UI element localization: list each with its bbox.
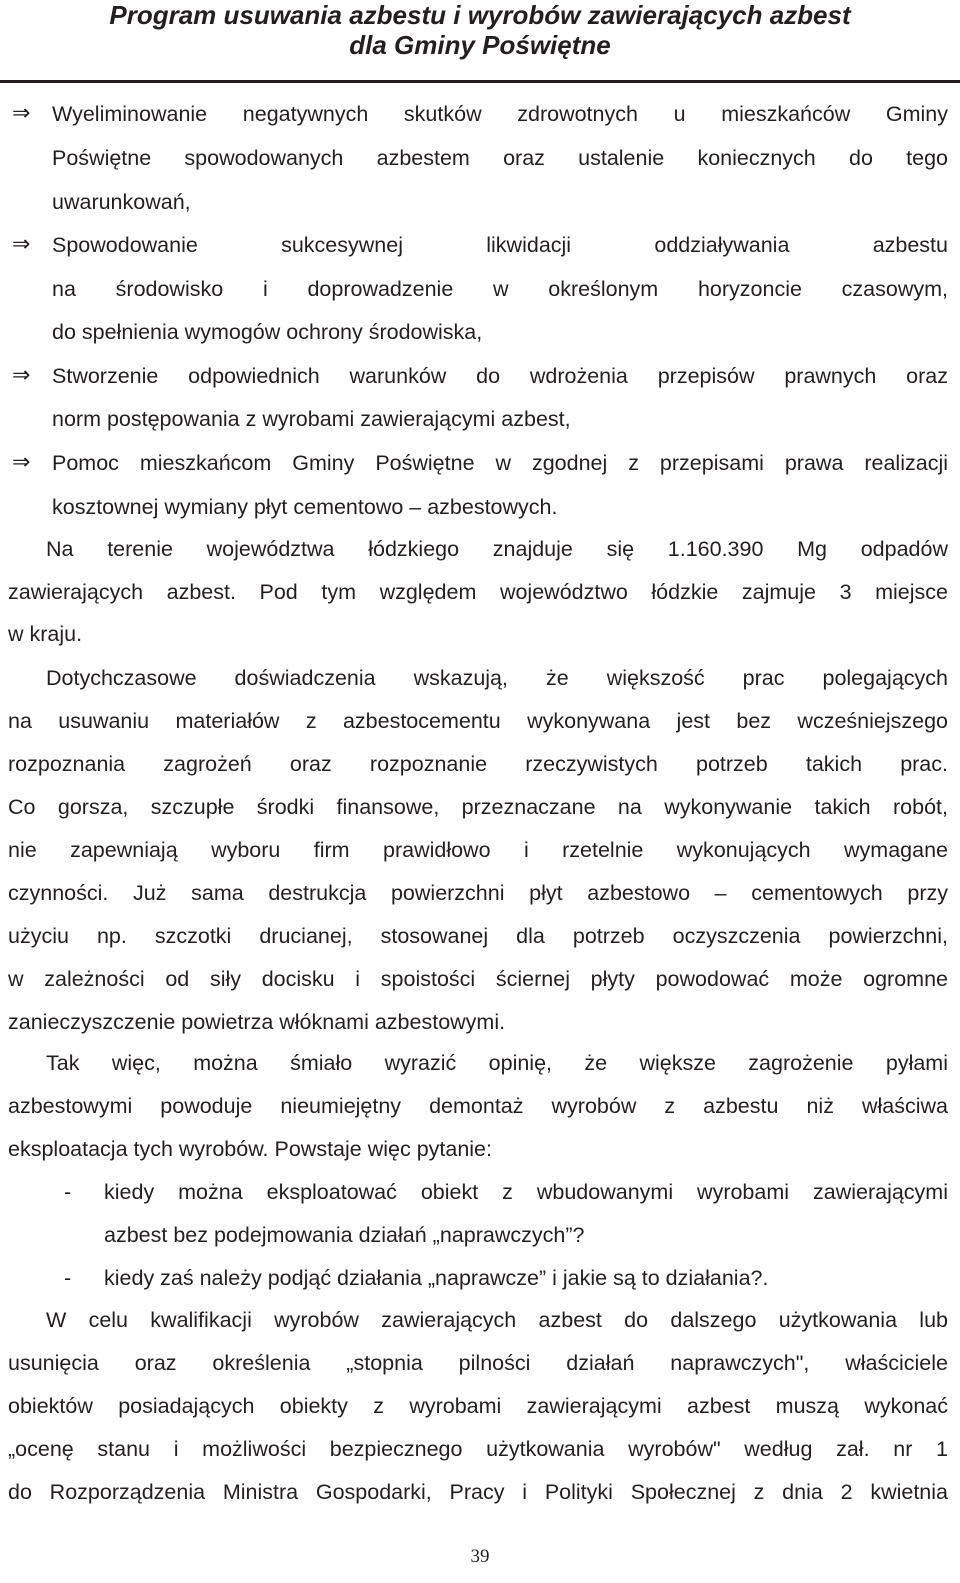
document-title-line-1: Program usuwania azbestu i wyrobów zawierających azbest bbox=[109, 0, 851, 30]
paragraph-2-line-5: nie zapewniają wyboru firm prawidłowo i rzetelnie wykonujących wymagane bbox=[8, 838, 948, 862]
paragraph-2-line-1: Dotychczasowe doświadczenia wskazują, że większość prac polegających bbox=[46, 666, 948, 690]
paragraph-4-line-5: do Rozporządzenia Ministra Gospodarki, Pracy i Polityki Społecznej z dnia 2 kwietnia bbox=[8, 1480, 948, 1504]
bullet-4-line-1: Pomoc mieszkańcom Gminy Poświętne w zgodnej z przepisami prawa realizacji bbox=[52, 451, 948, 475]
bullet-4-line-2: kosztownej wymiany płyt cementowo – azbestowych. bbox=[52, 495, 558, 519]
bullet-1-line-1: Wyeliminowanie negatywnych skutków zdrowotnych u mieszkańców Gminy bbox=[52, 102, 948, 126]
bullet-2-line-1: Spowodowanie sukcesywnej likwidacji oddziaływania azbestu bbox=[52, 233, 948, 257]
paragraph-1-line-3: w kraju. bbox=[8, 622, 83, 646]
double-arrow-icon: ⇒ bbox=[12, 101, 31, 126]
bullet-1-line-3: uwarunkowań, bbox=[52, 190, 191, 214]
bullet-3-line-2: norm postępowania z wyrobami zawierającymi azbest, bbox=[52, 407, 571, 431]
double-arrow-icon: ⇒ bbox=[12, 450, 31, 475]
paragraph-4-line-2: usunięcia oraz określenia „stopnia pilności działań naprawczych", właściciele bbox=[8, 1351, 948, 1375]
dash-bullet: - bbox=[64, 1180, 72, 1204]
paragraph-3-line-2: azbestowymi powoduje nieumiejętny demontaż wyrobów z azbestu niż właściwa bbox=[8, 1094, 948, 1118]
bullet-1-line-2: Poświętne spowodowanych azbestem oraz ustalenie koniecznych do tego bbox=[52, 146, 948, 170]
paragraph-2-line-3: rozpoznania zagrożeń oraz rozpoznanie rzeczywistych potrzeb takich prac. bbox=[8, 752, 948, 776]
paragraph-4-line-3: obiektów posiadających obiekty z wyrobami zawierającymi azbest muszą wykonać bbox=[8, 1394, 948, 1418]
bullet-3-line-1: Stworzenie odpowiednich warunków do wdrożenia przepisów prawnych oraz bbox=[52, 364, 948, 388]
paragraph-3-line-1: Tak więc, można śmiało wyrazić opinię, że większe zagrożenie pyłami bbox=[46, 1051, 948, 1075]
header-divider bbox=[0, 80, 960, 83]
paragraph-3-line-3: eksploatacja tych wyrobów. Powstaje więc pytanie: bbox=[8, 1137, 492, 1161]
paragraph-2-line-4: Co gorsza, szczupłe środki finansowe, przeznaczane na wykonywanie takich robót, bbox=[8, 795, 948, 819]
bullet-2-line-2: na środowisko i doprowadzenie w określonym horyzoncie czasowym, bbox=[52, 277, 948, 301]
question-2-line-1: kiedy zaś należy podjąć działania „naprawcze” i jakie są to działania?. bbox=[104, 1266, 769, 1290]
paragraph-2-line-2: na usuwaniu materiałów z azbestocementu wykonywana jest bez wcześniejszego bbox=[8, 709, 948, 733]
question-1-line-2: azbest bez podejmowania działań „naprawczych”? bbox=[104, 1223, 585, 1247]
paragraph-4-line-1: W celu kwalifikacji wyrobów zawierających azbest do dalszego użytkowania lub bbox=[46, 1308, 948, 1332]
question-1-line-1: kiedy można eksploatować obiekt z wbudowanymi wyrobami zawierającymi bbox=[104, 1180, 948, 1204]
paragraph-1-line-2: zawierających azbest. Pod tym względem województwo łódzkie zajmuje 3 miejsce bbox=[8, 580, 948, 604]
dash-bullet: - bbox=[64, 1266, 72, 1290]
document-title-line-2: dla Gminy Poświętne bbox=[349, 30, 611, 60]
paragraph-2-line-9: zanieczyszczenie powietrza włóknami azbestowymi. bbox=[8, 1010, 506, 1034]
double-arrow-icon: ⇒ bbox=[12, 232, 31, 257]
paragraph-2-line-6: czynności. Już sama destrukcja powierzchni płyt azbestowo – cementowych przy bbox=[8, 881, 948, 905]
bullet-2-line-3: do spełnienia wymogów ochrony środowiska, bbox=[52, 320, 483, 344]
paragraph-2-line-7: użyciu np. szczotki drucianej, stosowanej dla potrzeb oczyszczenia powierzchni, bbox=[8, 924, 948, 948]
page-number: 39 bbox=[470, 1546, 490, 1567]
paragraph-1-line-1: Na terenie województwa łódzkiego znajduje się 1.160.390 Mg odpadów bbox=[46, 537, 948, 561]
paragraph-4-line-4: „ocenę stanu i możliwości bezpiecznego użytkowania wyrobów" według zał. nr 1 bbox=[8, 1437, 948, 1461]
double-arrow-icon: ⇒ bbox=[12, 363, 31, 388]
paragraph-2-line-8: w zależności od siły docisku i spoistości ściernej płyty powodować może ogromne bbox=[8, 967, 948, 991]
